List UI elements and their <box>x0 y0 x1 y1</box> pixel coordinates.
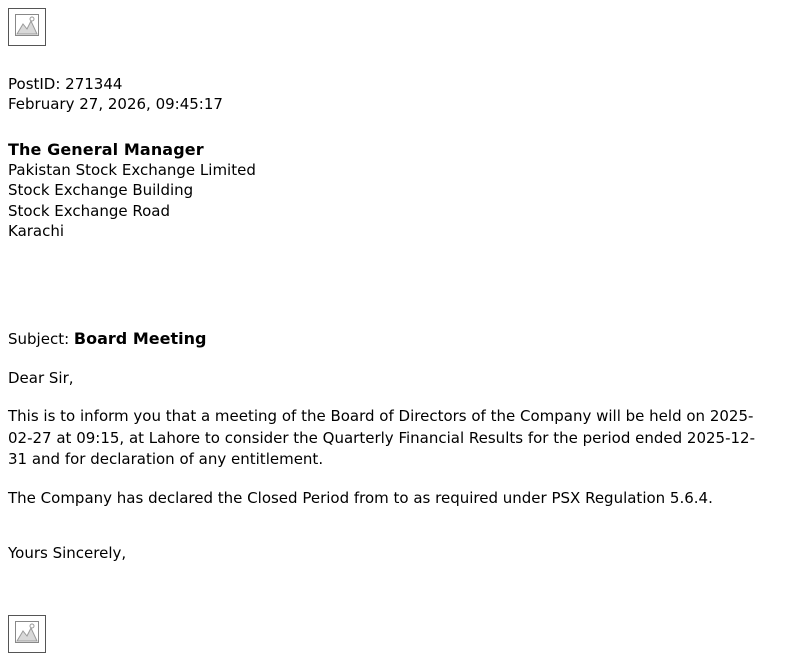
header-broken-image-icon <box>8 8 46 46</box>
subject-label: Subject: <box>8 330 70 349</box>
body-paragraph-1: This is to inform you that a meeting of the Board of Directors of the Company will be held on 2025-02-27 at 09:15, at Lahore to consider the Quarterly Financial Results for the period ended 2025-12-31 and for declaration of any entitlement. <box>8 407 756 468</box>
addressee-title: The General Manager <box>8 139 204 159</box>
body-paragraph-2: The Company has declared the Closed Period from to as required under PSX Regulation 5.6.4. <box>8 489 713 508</box>
salutation: Dear Sir, <box>8 368 74 387</box>
footer-broken-image-icon <box>8 615 46 653</box>
post-timestamp: February 27, 2026, 09:45:17 <box>8 95 223 114</box>
footer-image-wrapper <box>8 615 789 653</box>
subject-line <box>8 329 789 350</box>
subject-value: Board Meeting <box>73 329 207 349</box>
addressee-block <box>8 139 789 242</box>
addressee-line-3: Stock Exchange Road <box>8 201 170 220</box>
addressee-line-4: Karachi <box>8 221 65 240</box>
post-meta <box>8 74 789 115</box>
addressee-line-2: Stock Exchange Building <box>8 181 194 200</box>
post-id: PostID: 271344 <box>8 75 123 93</box>
closing-line: Yours Sincerely, <box>8 543 127 562</box>
addressee-line-1: Pakistan Stock Exchange Limited <box>8 161 256 180</box>
